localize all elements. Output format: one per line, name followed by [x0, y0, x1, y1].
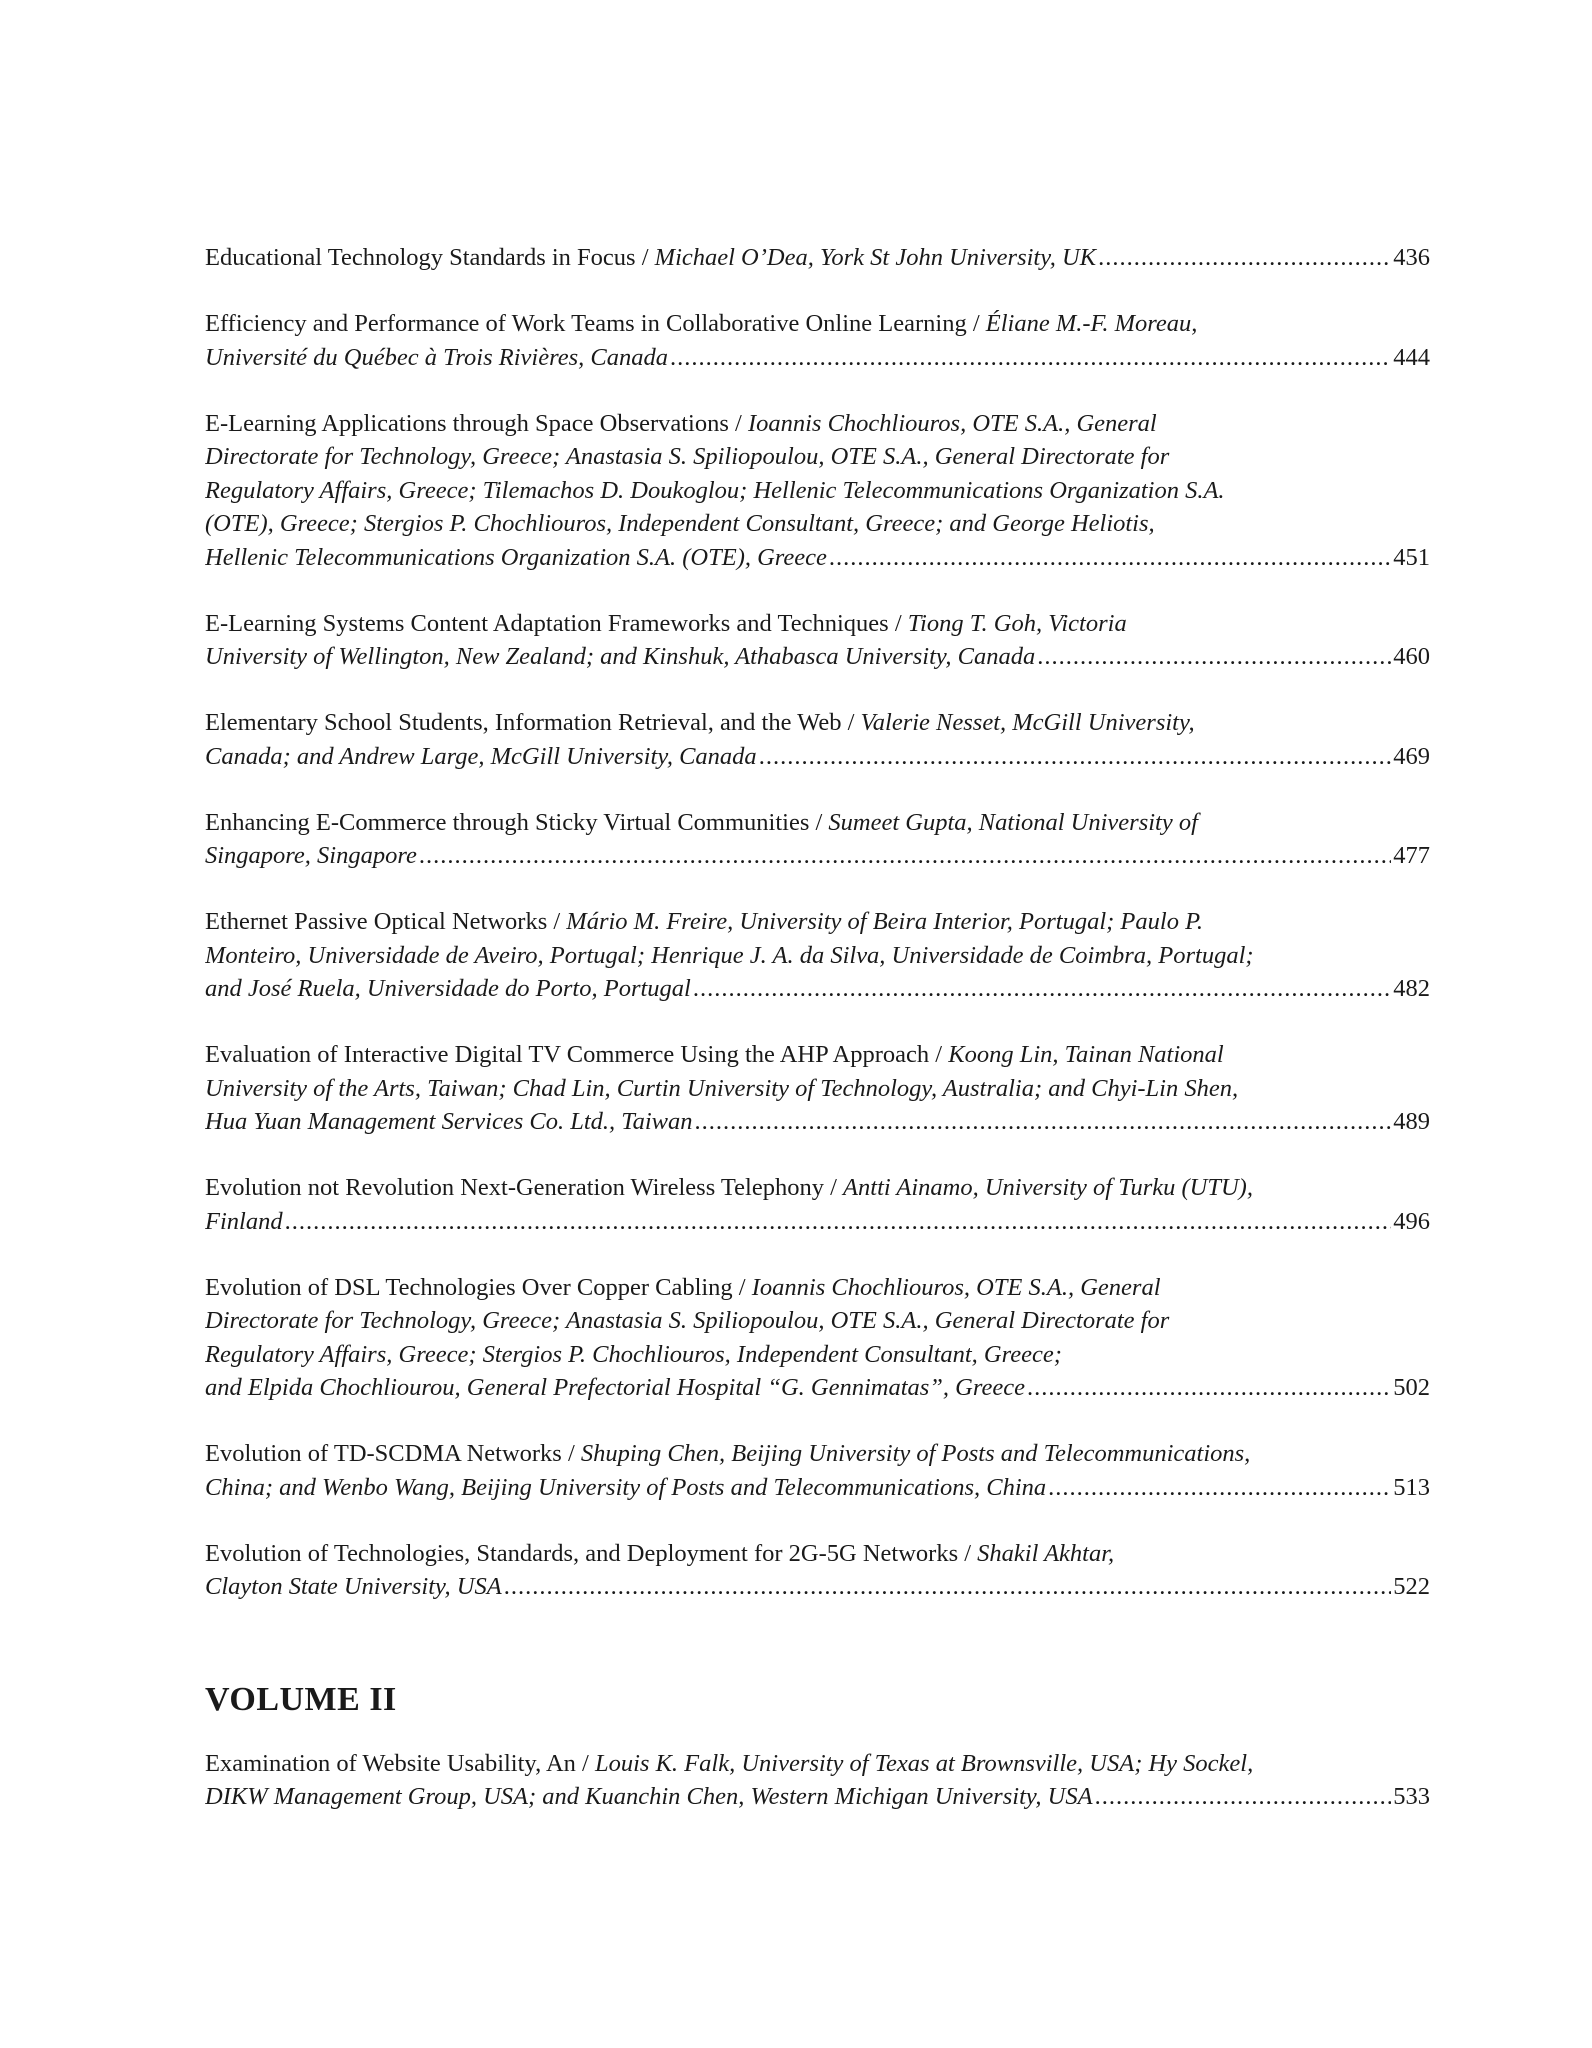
- toc-entry[interactable]: [205, 1038, 1430, 1139]
- entry-authors: Clayton State University, USA: [205, 1573, 502, 1600]
- toc-entry[interactable]: [205, 1271, 1430, 1405]
- toc-entry-text: [205, 1205, 283, 1239]
- entry-authors: Singapore, Singapore: [205, 842, 417, 869]
- toc-entry[interactable]: [205, 706, 1430, 773]
- toc-entry[interactable]: [205, 806, 1430, 873]
- entry-authors: Shakil Akhtar,: [977, 1539, 1115, 1567]
- toc-entry-text: [205, 1307, 1169, 1334]
- toc-entry-line: [205, 1105, 1430, 1139]
- entry-authors: Hua Yuan Management Services Co. Ltd., Taiwan: [205, 1108, 693, 1135]
- entry-authors: Shuping Chen, Beijing University of Posts and Telecommunications,: [580, 1440, 1251, 1467]
- toc-entry-text: [205, 1570, 502, 1604]
- entry-authors: Université du Québec à Trois Rivières, Canada: [205, 343, 668, 371]
- entry-authors: and José Ruela, Universidade do Porto, Portugal: [205, 975, 691, 1002]
- entry-authors: Valerie Nesset, McGill University,: [860, 709, 1195, 736]
- dot-leader: [504, 1570, 1392, 1604]
- toc-entry-line: [205, 939, 1430, 973]
- toc-entry[interactable]: [205, 241, 1430, 275]
- toc-entry-text: [205, 1075, 1238, 1102]
- toc-entry-text: [205, 942, 1254, 969]
- entry-authors: DIKW Management Group, USA; and Kuanchin Chen, Western Michigan University, USA: [205, 1783, 1093, 1810]
- volume-heading: VOLUME II: [205, 1680, 397, 1718]
- page-number: 496: [1393, 1207, 1430, 1235]
- toc-entry[interactable]: [205, 905, 1430, 1006]
- page-number: 436: [1393, 244, 1430, 271]
- entry-authors: China; and Wenbo Wang, Beijing University of Posts and Telecommunications, China: [205, 1473, 1047, 1501]
- dot-leader: [693, 972, 1391, 1006]
- toc-entry-text: [205, 709, 1195, 736]
- page-number: 460: [1393, 643, 1430, 670]
- toc-entry-line: [205, 407, 1430, 441]
- toc-entry[interactable]: [205, 307, 1430, 374]
- entry-authors: (OTE), Greece; Stergios P. Chochliouros, Independent Consultant, Greece; and George Heliotis,: [205, 510, 1155, 537]
- toc-entry-text: [205, 640, 1035, 674]
- toc-entry[interactable]: [205, 1171, 1430, 1238]
- toc-entry-line: [205, 1747, 1430, 1781]
- entry-authors: Mário M. Freire, University of Beira Interior, Portugal; Paulo P.: [566, 908, 1203, 935]
- entry-title: E-Learning Applications through Space Observations /: [205, 409, 748, 437]
- entry-authors: Antti Ainamo, University of Turku (UTU),: [843, 1174, 1253, 1201]
- toc-entry-line: [205, 241, 1430, 275]
- page-number: 513: [1393, 1473, 1430, 1501]
- toc-entry-text: [205, 1371, 1025, 1405]
- entry-title: Educational Technology Standards in Focus /: [205, 244, 655, 271]
- toc-entry-line: [205, 1171, 1430, 1205]
- entry-authors: Sumeet Gupta, National University of: [828, 808, 1198, 836]
- toc-entry-text: [205, 1540, 1114, 1567]
- dot-leader: [1098, 241, 1391, 275]
- entry-title: E-Learning Systems Content Adaptation Frameworks and Techniques /: [205, 609, 908, 637]
- toc-entry-text: [205, 410, 1157, 437]
- entry-authors: Directorate for Technology, Greece; Anastasia S. Spiliopoulou, OTE S.A., General Directorate for: [205, 1307, 1170, 1334]
- toc-entry-line: [205, 839, 1430, 873]
- page-number: 482: [1393, 975, 1430, 1002]
- dot-leader: [829, 541, 1391, 575]
- toc-entry-line: [205, 905, 1430, 939]
- page-number: 477: [1393, 842, 1430, 869]
- toc-entry-text: [205, 1440, 1250, 1467]
- toc-entries-volume-1: [205, 241, 1430, 1604]
- toc-entry-line: [205, 740, 1430, 774]
- toc-entry-line: [205, 706, 1430, 740]
- toc-entry-text: [205, 1174, 1253, 1201]
- entry-authors: Louis K. Falk, University of Texas at Brownsville, USA; Hy Sockel,: [594, 1749, 1254, 1777]
- entry-authors: Éliane M.-F. Moreau,: [985, 310, 1198, 337]
- entry-authors: Michael O’Dea, York St John University, UK: [654, 244, 1097, 271]
- entry-authors: Tiong T. Goh, Victoria: [907, 609, 1127, 637]
- toc-entry[interactable]: [205, 407, 1430, 575]
- dot-leader: [695, 1105, 1392, 1139]
- entry-title: Ethernet Passive Optical Networks /: [205, 908, 567, 935]
- toc-entry-line: [205, 1072, 1430, 1106]
- dot-leader: [1037, 640, 1391, 674]
- entry-authors: Regulatory Affairs, Greece; Stergios P. Chochliouros, Independent Consultant, Greece;: [205, 1340, 1062, 1368]
- toc-entry-text: [205, 443, 1169, 470]
- entry-authors: Ioannis Chochliouros, OTE S.A., General: [751, 1273, 1161, 1301]
- entry-authors: Canada; and Andrew Large, McGill University, Canada: [205, 742, 757, 770]
- toc-entry-text: [205, 610, 1127, 637]
- entry-title: Evolution of DSL Technologies Over Copper Cabling /: [205, 1273, 752, 1301]
- page-number: 522: [1393, 1573, 1430, 1600]
- toc-entry-text: [205, 1780, 1093, 1814]
- dot-leader: [759, 740, 1392, 774]
- toc-entry-line: [205, 1038, 1430, 1072]
- entry-title: Evolution of Technologies, Standards, and Deployment for 2G-5G Networks /: [205, 1539, 978, 1567]
- toc-entry-text: [205, 1341, 1062, 1368]
- toc-entry[interactable]: [205, 607, 1430, 674]
- toc-entry-line: [205, 1304, 1430, 1338]
- page-number: 469: [1393, 742, 1430, 770]
- toc-entry-text: [205, 839, 417, 873]
- entry-title: Evaluation of Interactive Digital TV Commerce Using the AHP Approach /: [205, 1041, 949, 1068]
- toc-entry-line: [205, 1271, 1430, 1305]
- entry-title: Examination of Website Usability, An /: [205, 1749, 595, 1777]
- entry-authors: Finland: [205, 1207, 283, 1235]
- toc-entry-text: [205, 809, 1198, 836]
- entry-title: Enhancing E-Commerce through Sticky Virtual Communities /: [205, 808, 829, 836]
- toc-entry-text: [205, 477, 1225, 504]
- toc-entry-line: [205, 1205, 1430, 1239]
- toc-entry-text: [205, 972, 691, 1006]
- dot-leader: [285, 1205, 1392, 1239]
- toc-entry-text: [205, 310, 1197, 337]
- toc-entry-line: [205, 1471, 1430, 1505]
- toc-entry-line: [205, 541, 1430, 575]
- toc-entry-line: [205, 1437, 1430, 1471]
- toc-entry-line: [205, 1570, 1430, 1604]
- toc-entry-text: [205, 1471, 1046, 1505]
- toc-entries-volume-2: [205, 1747, 1430, 1814]
- page-number: 502: [1393, 1374, 1430, 1401]
- toc-entry-text: [205, 541, 827, 575]
- dot-leader: [670, 341, 1391, 375]
- toc-entry-text: [205, 1274, 1161, 1301]
- entry-authors: Directorate for Technology, Greece; Anastasia S. Spiliopoulou, OTE S.A., General Directorate for: [205, 443, 1170, 470]
- entry-authors: University of Wellington, New Zealand; and Kinshuk, Athabasca University, Canada: [205, 643, 1036, 670]
- toc-entry-text: [205, 1750, 1253, 1777]
- page-number: 489: [1393, 1108, 1430, 1135]
- toc-entry[interactable]: [205, 1537, 1430, 1604]
- toc-entry-text: [205, 510, 1155, 537]
- toc-entry-line: [205, 507, 1430, 541]
- entry-authors: and Elpida Chochliourou, General Prefectorial Hospital “G. Gennimatas”, Greece: [205, 1374, 1025, 1401]
- entry-title: Evolution of TD-SCDMA Networks /: [205, 1440, 581, 1467]
- toc-entry-line: [205, 1537, 1430, 1571]
- toc-entry-text: [205, 1105, 693, 1139]
- page-number: 451: [1393, 543, 1430, 571]
- entry-title: Efficiency and Performance of Work Teams in Collaborative Online Learning /: [205, 310, 986, 337]
- entry-authors: Hellenic Telecommunications Organization S.A. (OTE), Greece: [205, 543, 827, 571]
- toc-entry-text: [205, 1041, 1224, 1068]
- dot-leader: [1095, 1780, 1392, 1814]
- entry-authors: Regulatory Affairs, Greece; Tilemachos D. Doukoglou; Hellenic Telecommunications Organization S.A.: [205, 476, 1225, 504]
- toc-entry-text: [205, 341, 668, 375]
- toc-entry[interactable]: [205, 1437, 1430, 1504]
- toc-entry[interactable]: [205, 1747, 1430, 1814]
- table-of-contents: [205, 241, 1430, 1846]
- entry-title: Evolution not Revolution Next-Generation Wireless Telephony /: [205, 1174, 844, 1201]
- toc-entry-line: [205, 1371, 1430, 1405]
- entry-authors: Koong Lin, Tainan National: [948, 1041, 1224, 1068]
- page-number: 533: [1393, 1783, 1430, 1810]
- toc-entry-line: [205, 806, 1430, 840]
- toc-entry-line: [205, 1780, 1430, 1814]
- toc-entry-text: [205, 241, 1096, 275]
- entry-authors: University of the Arts, Taiwan; Chad Lin, Curtin University of Technology, Australia; and Chyi-Lin Shen,: [205, 1074, 1239, 1102]
- toc-entry-text: [205, 908, 1203, 935]
- entry-title: Elementary School Students, Information Retrieval, and the Web /: [205, 709, 861, 736]
- toc-entry-line: [205, 440, 1430, 474]
- toc-entry-line: [205, 640, 1430, 674]
- toc-entry-line: [205, 307, 1430, 341]
- toc-entry-line: [205, 474, 1430, 508]
- dot-leader: [419, 839, 1391, 873]
- toc-entry-line: [205, 972, 1430, 1006]
- page-number: 444: [1393, 343, 1430, 371]
- entry-authors: Monteiro, Universidade de Aveiro, Portugal; Henrique J. A. da Silva, Universidade de Coimbra, Portugal;: [205, 941, 1254, 969]
- toc-entry-line: [205, 341, 1430, 375]
- dot-leader: [1048, 1471, 1391, 1505]
- entry-authors: Ioannis Chochliouros, OTE S.A., General: [747, 409, 1157, 437]
- toc-entry-line: [205, 1338, 1430, 1372]
- toc-entry-text: [205, 740, 757, 774]
- dot-leader: [1027, 1371, 1391, 1405]
- toc-entry-line: [205, 607, 1430, 641]
